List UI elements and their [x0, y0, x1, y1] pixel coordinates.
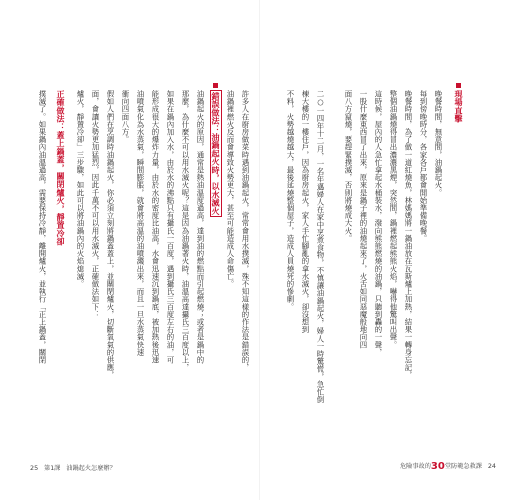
text-column: 油噴氣化為水蒸氣，瞬間膨脹，就會將高溫的油噴濺出來，而且一旦水蒸氣快速 [136, 90, 145, 356]
text-column: 面八方竄燒，要趕緊撲滅，否則將燒成大火。 [344, 90, 353, 242]
wrong-method-box: 錯誤做法：油鍋起火時，以水滅火 [211, 92, 221, 215]
text-column: 撲滅了。如果鍋內油溫過高，需要保持冷靜，離開爐火，並執行「正上鍋蓋，關閉 [38, 90, 47, 364]
text-column: 二○一四年十二月，一名年邁婦人在家中烹煮食物，不慎讓油鍋起火，婦人一時驚慌，急忙倒 [316, 90, 325, 404]
text-column: 每到傍晚時分，各家各戶都會開始準備晚餐。 [419, 90, 428, 242]
text-column: 晚餐時間，為了做一道紅燒魚，林媽媽將一鍋油放在瓦斯爐上加熱，結果一轉身忘記， [404, 90, 413, 379]
text-column: 這時候，屋內的人急忙拿起水桶裝水，潑向熊熊燃燒的油鍋，只聽到轟的一聲， [374, 90, 383, 356]
text-column: 假如人們在烹調時油鍋起火，你必須立刻將鍋蓋蓋上，並關閉爐火，切斷氧氣的供應， [106, 90, 115, 379]
text-column: 如果在鍋內加入水，由於水的沸點只有攝氏一百度，遇到攝氏三百度左右的油，可 [166, 90, 175, 364]
text-column: 衝向四面八方。 [121, 90, 130, 144]
heading-marker [456, 83, 461, 88]
text-column: 那麼，為什麼不可以用水滅火呢？這是因為油鍋著火時，油溫高達攝氏三百度以上， [181, 90, 190, 372]
text-column: 爐火，靜置冷卻」三步驟，如此可以將油鍋內的火焰熄滅。 [76, 90, 85, 288]
text-column: 不料，火勢越燒越大，最後延燒整個屋子，造成人員燒死的慘劇。 [286, 90, 295, 311]
heading-marker [213, 83, 218, 88]
section-heading-wrong-method [209, 90, 222, 420]
text-column: 許多人在廚房做菜時遇到油鍋起火，常常會用水撲滅，殊不知這樣的作法是錯誤的， [241, 90, 250, 372]
book-title-number: 30 [430, 461, 445, 472]
text-column: 晚餐時間，無意間，油鍋起火。 [434, 90, 443, 197]
text-column: 面，會讓火勢更加猛烈，因此千萬不可以用水滅火，正確做法如下： [91, 90, 100, 318]
page-number: 25 [30, 464, 39, 472]
page-number: 24 [487, 462, 496, 470]
chapter-title: 油鍋起火怎麼辦？ [66, 465, 116, 472]
text-column: 棟大樓的一樓住戶，因為廚房起火，家人手忙腳亂的拿水滅火，卻沒想到 [301, 90, 310, 334]
section-heading-correct-method: 正確做法：蓋上鍋蓋，關閉爐火，靜置冷卻 [56, 90, 66, 246]
left-footer [30, 463, 116, 472]
right-footer [400, 461, 496, 472]
book-title-after: 堂防範急救課 [444, 463, 482, 470]
text-column: 整個油鍋燒得冒出濃濃黑煙，突然間，鍋裡燃起熊熊火焰，嚇得他驚叫出聲。 [389, 90, 398, 349]
book-title-before: 危險事故的 [399, 463, 431, 470]
text-column: 油鍋起火的原因，通常是熱油溫度過高，達到油的燃點而引起燃燒；或者是鍋中的 [196, 90, 205, 364]
right-page [260, 0, 520, 500]
text-column: 油鍋裡燃火反而會導致火勢更大，甚至可能造成人命傷亡。 [226, 90, 235, 288]
text-column: 一股什麼東西冒了出來，原來是鍋子裡的油燒起來了，火舌如同惡魔般地向四 [359, 90, 368, 349]
chapter-label: 第1課 [44, 465, 61, 472]
text-column: 能形成很大的爆炸力量，由於水的密度比油高，水會迅速沉到鍋底，被加熱後迅速 [151, 90, 160, 364]
section-heading-live-scene: 現場直擊 [454, 90, 464, 123]
